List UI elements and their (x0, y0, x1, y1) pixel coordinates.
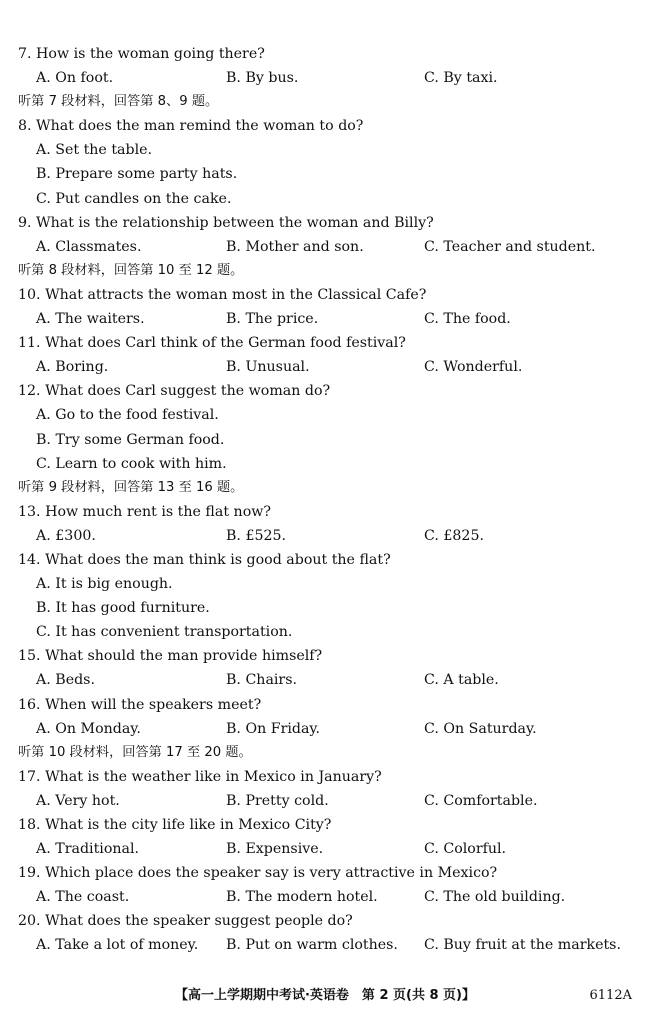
answer-option-a: A. Take a lot of money. (36, 937, 199, 954)
answer-option-b: B. Unusual. (226, 359, 310, 376)
page-footer (0, 984, 648, 1008)
answer-options-row (18, 885, 630, 909)
answer-option-a: A. Traditional. (36, 841, 140, 858)
answer-option-c: C. Teacher and student. (424, 238, 596, 255)
answer-option-a: A. Boring. (36, 359, 109, 376)
answer-option-a: A. £300. (36, 527, 96, 544)
answer-option-a: A. Beds. (36, 672, 95, 689)
answer-options-row (18, 235, 630, 259)
answer-option-c: C. Wonderful. (424, 359, 523, 376)
answer-options-row (18, 355, 630, 379)
answer-option: B. Prepare some party hats. (36, 166, 238, 183)
section-instruction: 听第 7 段材料，回答第 8、9 题。 (18, 94, 219, 110)
answer-options-row (18, 933, 630, 957)
answer-option-a: A. Classmates. (36, 238, 142, 255)
answer-options-row (18, 717, 630, 741)
answer-options-row (18, 789, 630, 813)
answer-option-c: C. The food. (424, 311, 511, 328)
answer-options-row (18, 524, 630, 548)
answer-option-a: A. On Monday. (36, 720, 141, 737)
question-stem: 11. What does Carl think of the German food festival? (18, 335, 406, 352)
answer-option-c: C. £825. (424, 527, 484, 544)
answer-option: C. Learn to cook with him. (36, 455, 227, 472)
answer-option-b: B. Pretty cold. (226, 792, 329, 809)
question-stem: 16. When will the speakers meet? (18, 696, 262, 713)
answer-option-b: B. Expensive. (226, 841, 324, 858)
answer-option-c: C. Comfortable. (424, 792, 538, 809)
question-stem: 9. What is the relationship between the woman and Billy? (18, 214, 434, 231)
paper-code: 6112A (589, 988, 632, 1003)
answer-option-b: B. On Friday. (226, 720, 321, 737)
answer-options-row (18, 668, 630, 692)
question-stem: 12. What does Carl suggest the woman do? (18, 383, 331, 400)
footer-title: 【高一上学期期中考试·英语卷 第 2 页(共 8 页)】 (174, 988, 476, 1003)
answer-option-b: B. Mother and son. (226, 238, 364, 255)
answer-option: C. It has convenient transportation. (36, 624, 293, 641)
answer-option-b: B. The price. (226, 311, 319, 328)
answer-option: A. Go to the food festival. (36, 407, 219, 424)
answer-option-b: B. £525. (226, 527, 287, 544)
answer-option: A. It is big enough. (36, 576, 173, 593)
answer-option-a: A. The coast. (36, 889, 130, 906)
answer-option-b: B. Put on warm clothes. (226, 937, 398, 954)
answer-option-c: C. By taxi. (424, 70, 498, 87)
answer-options-row (18, 66, 630, 90)
answer-option-a: A. Very hot. (36, 792, 120, 809)
question-stem: 8. What does the man remind the woman to do? (18, 118, 364, 135)
answer-option-c: C. On Saturday. (424, 720, 537, 737)
question-stem: 19. Which place does the speaker say is very attractive in Mexico? (18, 865, 498, 882)
answer-options-row (18, 837, 630, 861)
question-stem: 15. What should the man provide himself? (18, 648, 323, 665)
answer-option-a: A. On foot. (36, 70, 114, 87)
section-instruction: 听第 8 段材料，回答第 10 至 12 题。 (18, 262, 244, 278)
answer-option: A. Set the table. (36, 142, 153, 159)
question-stem: 18. What is the city life like in Mexico City? (18, 817, 332, 833)
question-stem: 17. What is the weather like in Mexico in January? (18, 768, 382, 785)
answer-option-b: B. By bus. (226, 70, 299, 87)
section-instruction: 听第 9 段材料，回答第 13 至 16 题。 (18, 479, 244, 495)
answer-option-c: C. Buy fruit at the markets. (424, 937, 621, 954)
answer-option-b: B. Chairs. (226, 672, 298, 689)
answer-option-c: C. A table. (424, 672, 499, 689)
answer-option-c: C. Colorful. (424, 841, 507, 858)
answer-option: B. Try some German food. (36, 431, 225, 448)
question-stem: 13. How much rent is the flat now? (18, 503, 271, 520)
question-stem: 20. What does the speaker suggest people do? (18, 913, 353, 930)
question-stem: 7. How is the woman going there? (18, 46, 265, 62)
question-list (18, 42, 630, 958)
answer-options-row (18, 307, 630, 331)
section-instruction: 听第 10 段材料，回答第 17 至 20 题。 (18, 744, 252, 760)
answer-option: C. Put candles on the cake. (36, 190, 232, 207)
answer-option: B. It has good furniture. (36, 600, 210, 617)
question-stem: 10. What attracts the woman most in the Classical Cafe? (18, 286, 427, 303)
answer-option-c: C. The old building. (424, 889, 566, 906)
answer-option-a: A. The waiters. (36, 311, 145, 328)
answer-option-b: B. The modern hotel. (226, 889, 378, 906)
question-stem: 14. What does the man think is good about the flat? (18, 551, 391, 568)
